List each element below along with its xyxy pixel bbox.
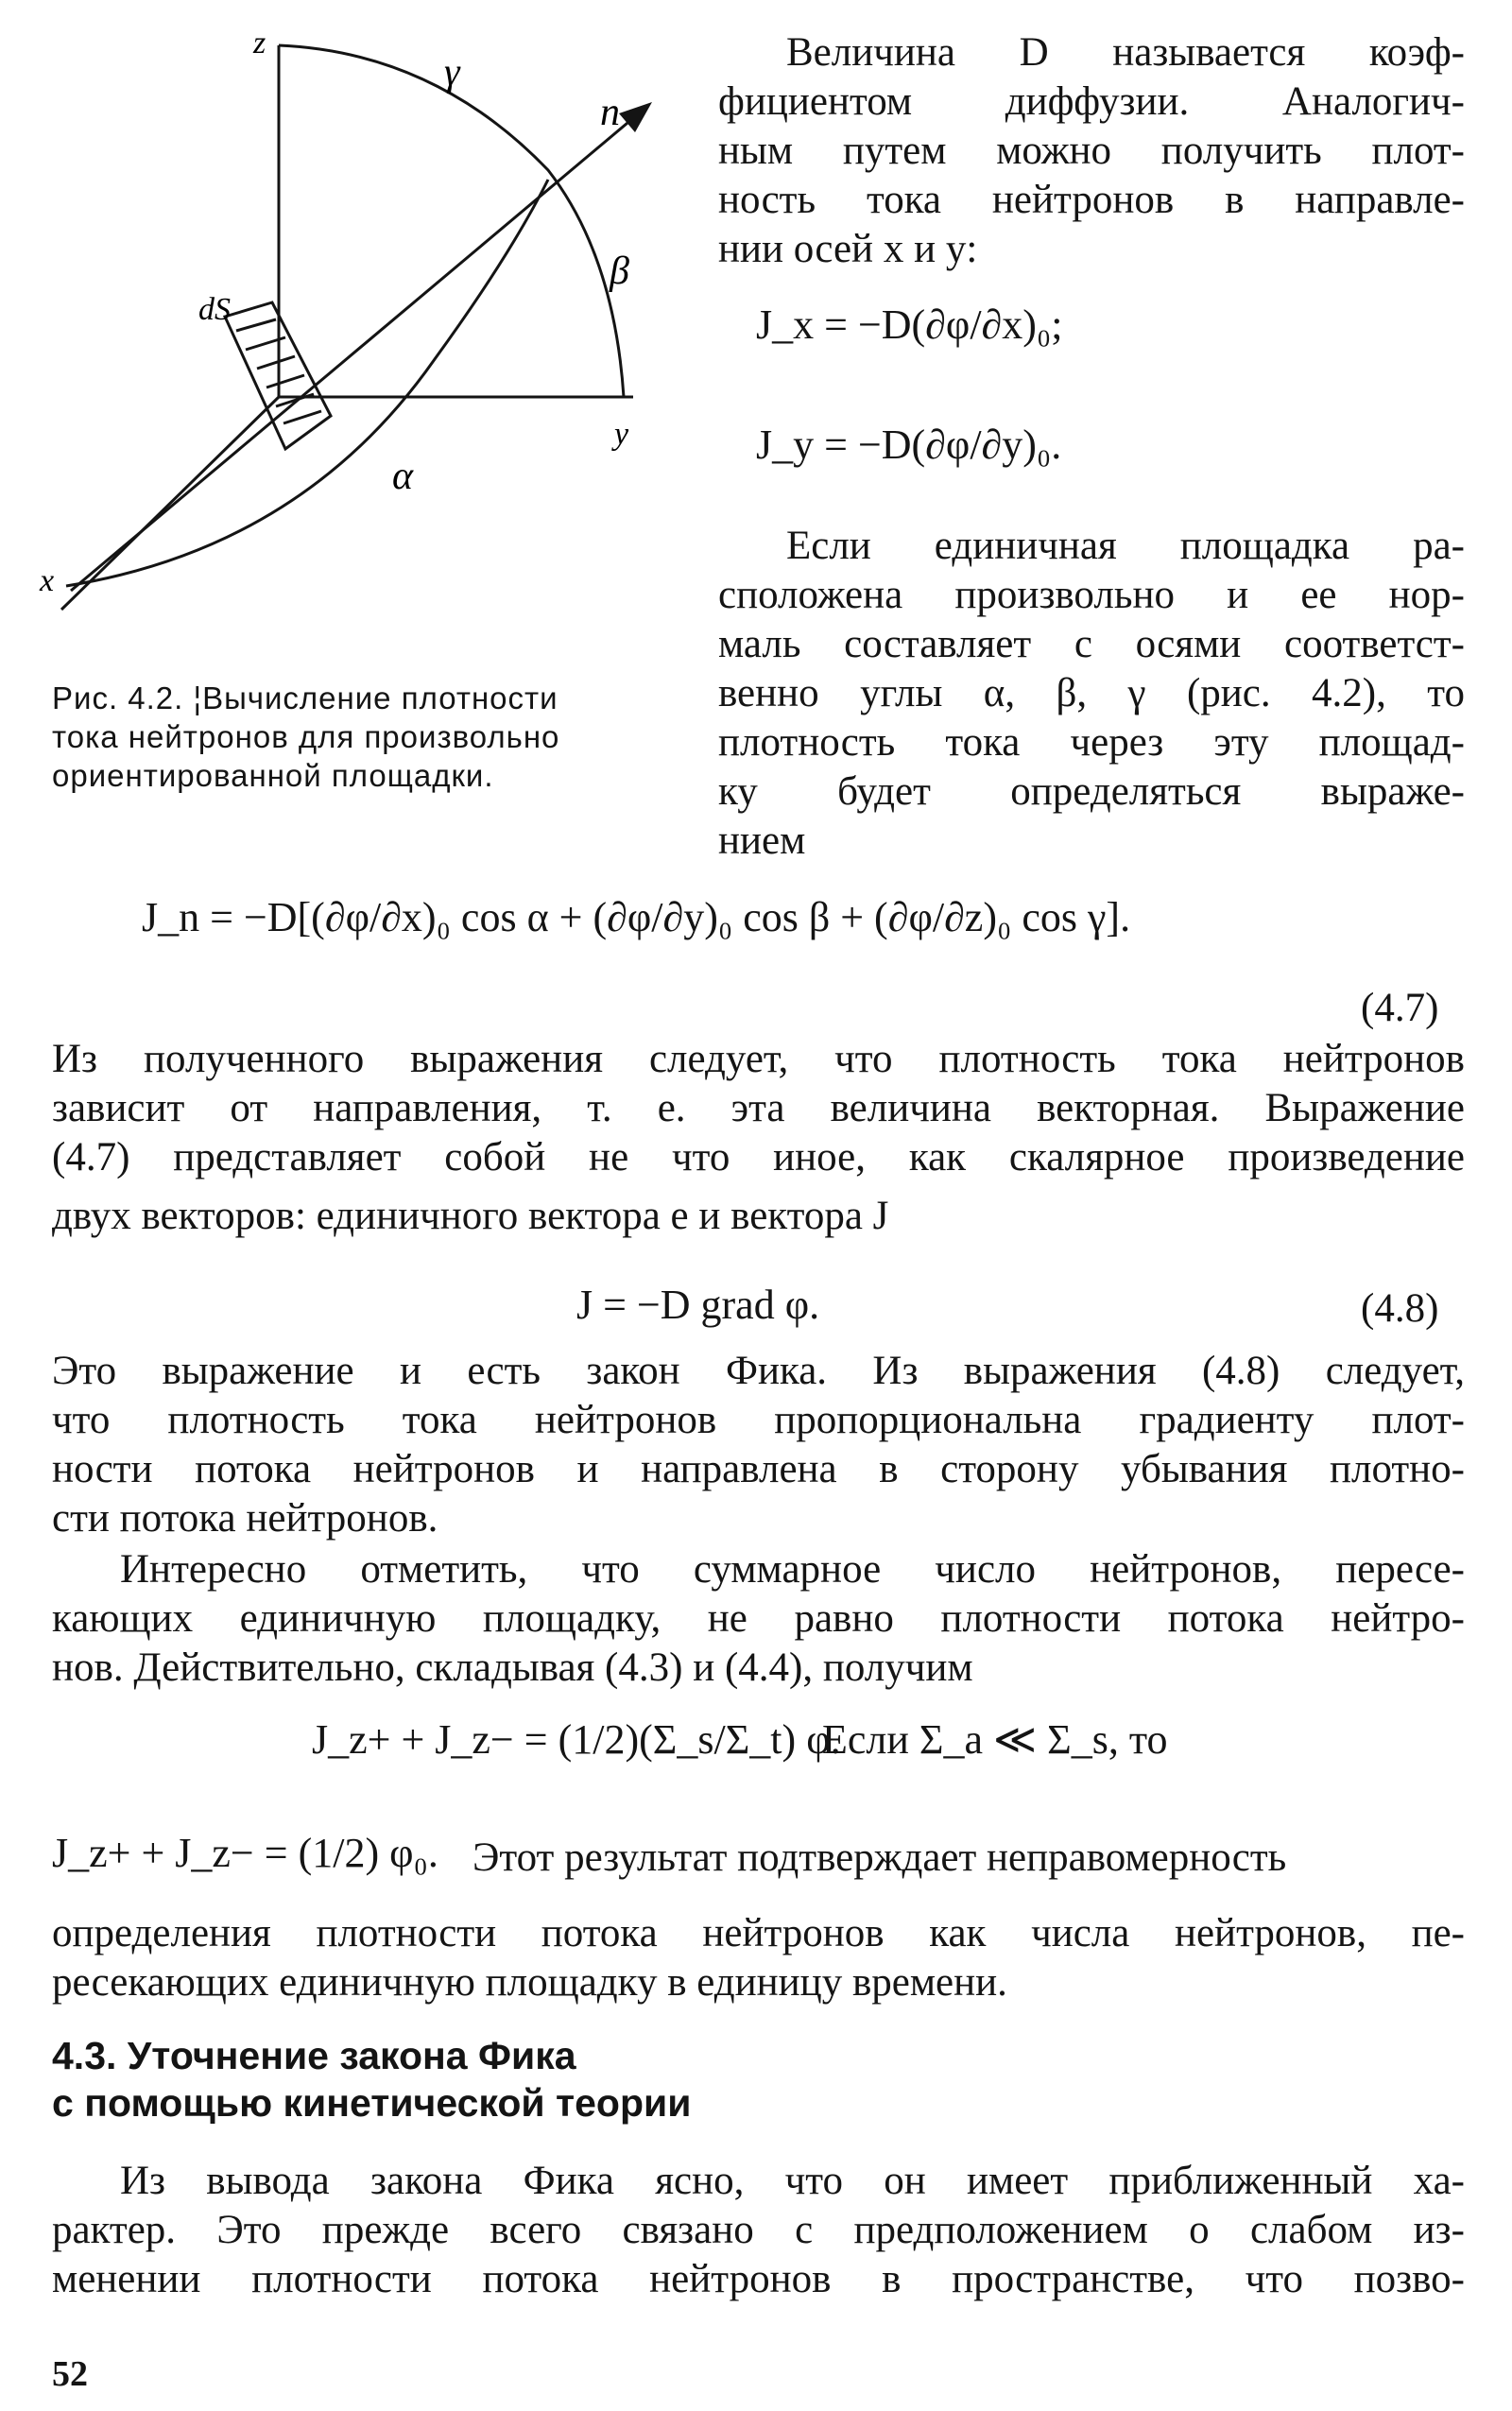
figure-caption (52, 679, 676, 795)
label-y: y (614, 417, 629, 452)
text-line: ресекающих единичную площадку в единицу времени. (52, 1960, 1007, 2005)
label-gamma: γ (444, 51, 460, 95)
gamma-arc (279, 45, 624, 397)
paragraph-6-first-line: Этот результат подтверждает неправомерность (472, 1835, 1287, 1880)
figure-4-2 (19, 19, 680, 624)
paragraph-4 (52, 1347, 1465, 1543)
label-z: z (253, 26, 266, 60)
equation-sum-2: J_z+ + J_z− = (1/2) φ₀. (52, 1830, 438, 1876)
text-line: определения плотности потока нейтронов как числа нейтронов, пе- (52, 1911, 1465, 1955)
normal-line (71, 118, 633, 591)
text-line: Если единичная площадка ра- (786, 524, 1465, 568)
section-title-line-2: с помощью кинетической теории (52, 2081, 692, 2125)
label-beta: β (610, 250, 629, 293)
label-n: n (600, 91, 620, 134)
figure-diagram (19, 19, 680, 624)
text-line: ным путем можно получить плот- (718, 129, 1465, 173)
text-line: фициентом диффузии. Аналогич- (718, 79, 1465, 124)
page-number: 52 (52, 2354, 88, 2394)
text-line: ку будет определяться выраже- (718, 769, 1465, 814)
text-line: менении плотности потока нейтронов в пространстве, что позво- (52, 2257, 1465, 2301)
caption-line: ориентированной площадки. (52, 758, 494, 793)
text-line: плотность тока через эту площад- (718, 720, 1465, 765)
text-line: сположена произвольно и ее нор- (718, 573, 1465, 617)
equation-sum-condition: Если Σ_a ≪ Σ_s, то (822, 1716, 1168, 1763)
formula-jy: J_y = −D(∂φ/∂y)₀. (756, 422, 1062, 468)
x-axis (61, 397, 279, 610)
text-line: ность тока нейтронов в направле- (718, 178, 1465, 222)
text-line: (4.7) представляет собой не что иное, как скалярное произведение (52, 1135, 1465, 1180)
paragraph-3 (52, 1035, 1465, 1241)
arrow-head (619, 102, 652, 132)
equation-number-4-7: (4.7) (1361, 986, 1439, 1030)
section-heading (52, 2032, 691, 2127)
text-line: ности потока нейтронов и направлена в сторону убывания плотно- (52, 1447, 1465, 1491)
text-line: Из полученного выражения следует, что плотность тока нейтронов (52, 1037, 1465, 1081)
text-line: что плотность тока нейтронов пропорциональна градиенту плот- (52, 1398, 1465, 1442)
text-line: Интересно отметить, что суммарное число нейтронов, пересе- (120, 1547, 1465, 1592)
alpha-arc (66, 180, 548, 586)
text-line: маль составляет с осями соответст- (718, 622, 1465, 666)
label-alpha: α (392, 455, 414, 498)
label-x: x (40, 563, 55, 598)
equation-4-7: J_n = −D[(∂φ/∂x)₀ cos α + (∂φ/∂y)₀ cos β + (∂φ/∂z)₀ cos γ]. (142, 894, 1131, 940)
text-line: нием (718, 818, 806, 863)
text-line: нии осей x и y: (718, 227, 978, 271)
label-ds: dS (198, 292, 231, 327)
text-line: рактер. Это прежде всего связано с предположением о слабом из- (52, 2208, 1465, 2252)
equation-sum: J_z+ + J_z− = (1/2)(Σ_s/Σ_t) φ. (312, 1716, 841, 1763)
formula-jx: J_x = −D(∂φ/∂x)₀; (756, 301, 1063, 348)
caption-line: тока нейтронов для произвольно (52, 719, 560, 754)
paragraph-5 (52, 1545, 1465, 1693)
right-para-2 (718, 522, 1465, 866)
text-line: венно углы α, β, γ (рис. 4.2), то (718, 671, 1465, 715)
text-line: сти потока нейтронов. (52, 1496, 438, 1541)
text-line: зависит от направления, т. е. эта величина векторная. Выражение (52, 1086, 1465, 1130)
paragraph-6 (52, 1909, 1465, 2007)
section-title-line-1: 4.3. Уточнение закона Фика (52, 2034, 576, 2077)
right-para-1 (718, 28, 1465, 274)
equation-number-4-8: (4.8) (1361, 1286, 1439, 1331)
text-line: двух векторов: единичного вектора e и вектора J (52, 1194, 889, 1238)
text-line: Величина D называется коэф- (786, 30, 1465, 75)
text-line: нов. Действительно, складывая (4.3) и (4.4), получим (52, 1645, 973, 1690)
caption-line: Рис. 4.2. ¦Вычисление плотности (52, 680, 558, 715)
equation-4-8: J = −D grad φ. (576, 1282, 820, 1328)
text-line: кающих единичную площадку, не равно плотности потока нейтро- (52, 1596, 1465, 1641)
text-line: Это выражение и есть закон Фика. Из выражения (4.8) следует, (52, 1349, 1465, 1393)
paragraph-7 (52, 2157, 1465, 2304)
text-line: Из вывода закона Фика ясно, что он имеет приближенный ха- (120, 2159, 1465, 2203)
